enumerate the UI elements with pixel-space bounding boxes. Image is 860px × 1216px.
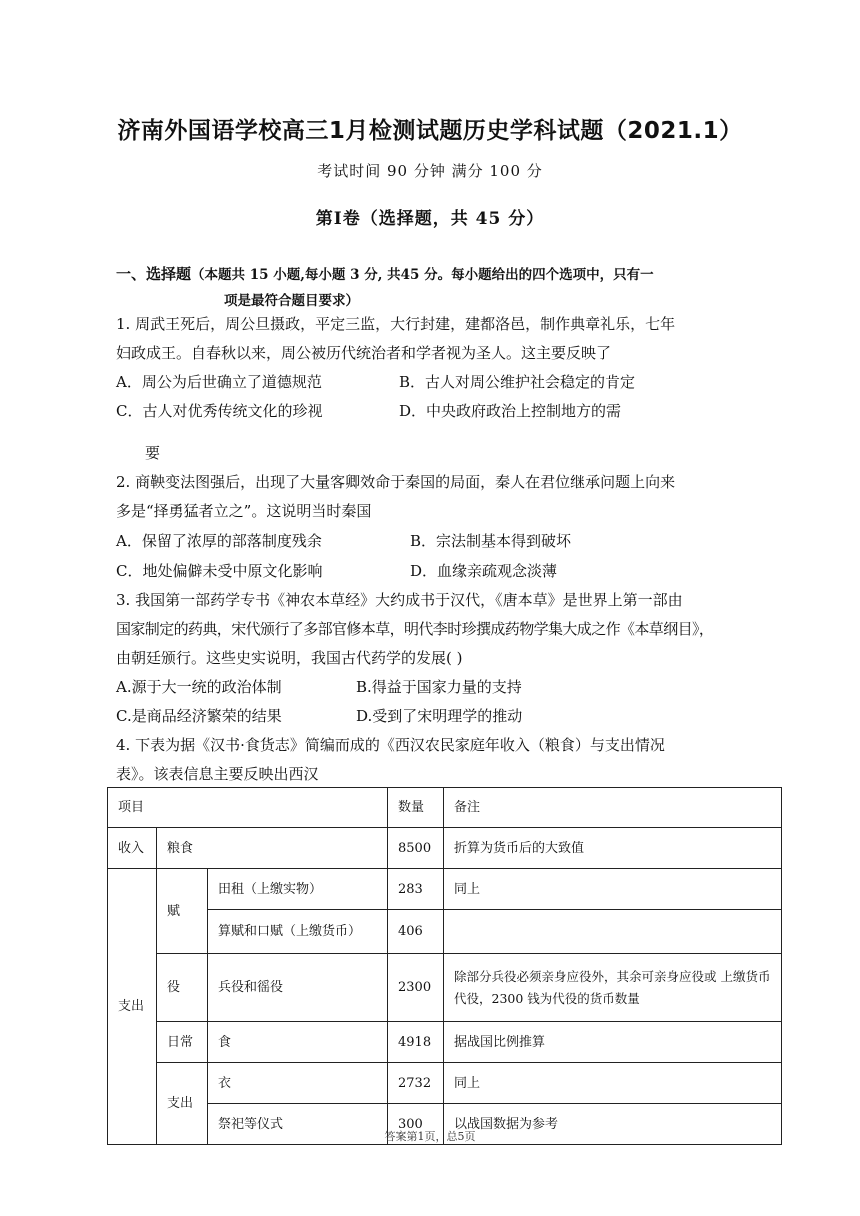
- section-title: 一、选择题: [116, 265, 192, 283]
- table-row: [108, 954, 782, 1022]
- cell-item: 算赋和口赋（上缴货币）: [208, 910, 388, 954]
- q3-stem-1: 3. 我国第一部药学专书《神农本草经》大约成书于汉代，《唐本草》是世界上第一部由: [116, 591, 683, 609]
- q1-option-a: A．周公为后世确立了道德规范: [116, 373, 322, 391]
- q4-stem-1: 4. 下表为据《汉书·食货志》简编而成的《西汉农民家庭年收入（粮食）与支出情况: [116, 736, 665, 754]
- expense-group-daily: 日常: [157, 1022, 208, 1063]
- cell-item: 食: [208, 1022, 388, 1063]
- income-item: 粮食: [157, 828, 388, 869]
- q3-stem-2: 国家制定的药典，宋代颁行了多部官修本草，明代李时珍撰成药物学集大成之作《本草纲目》，: [116, 620, 714, 638]
- q2-option-d: D．血缘亲疏观念淡薄: [410, 562, 558, 580]
- section-note-1: （本题共 15 小题,每小题 3 分, 共45 分。每小题给出的四个选项中，只有一: [191, 267, 654, 283]
- header-value: 数量: [388, 788, 444, 828]
- table-row: [108, 828, 782, 869]
- page-footer: 答案第1页，总5页: [384, 1130, 476, 1143]
- q4-stem-2: 表》。该表信息主要反映出西汉: [116, 765, 319, 783]
- q3-option-a: A.源于大一统的政治体制: [116, 678, 282, 696]
- cell-note: [444, 910, 782, 954]
- cell-item: 祭祀等仪式: [208, 1104, 388, 1145]
- cell-note: 以战国数据为参考: [444, 1104, 782, 1145]
- cell-value: 4918: [388, 1022, 444, 1063]
- cell-note: 据战国比例推算: [444, 1022, 782, 1063]
- expense-group-tax: 赋: [157, 869, 208, 954]
- table-row: [108, 1022, 782, 1063]
- q3-stem-3: 由朝廷颁行。这些史实说明，我国古代药学的发展( ): [116, 649, 463, 667]
- q2-option-b: B．宗法制基本得到破坏: [410, 532, 572, 550]
- expense-group-corvee: 役: [157, 954, 208, 1022]
- q3-option-b: B.得益于国家力量的支持: [356, 678, 522, 696]
- expense-label: 支出: [108, 869, 157, 1145]
- q3-option-c: C.是商品经济繁荣的结果: [116, 707, 282, 725]
- q1-stem-1: 1. 周武王死后，周公旦摄政，平定三监，大行封建，建都洛邑，制作典章礼乐，七年: [116, 315, 676, 333]
- cell-item: 衣: [208, 1063, 388, 1104]
- expense-group-spending: 支出: [157, 1063, 208, 1145]
- q1-option-b: B．古人对周公维护社会稳定的肯定: [399, 373, 636, 391]
- q3-option-d: D.受到了宋明理学的推动: [356, 707, 523, 725]
- cell-value: 406: [388, 910, 444, 954]
- q2-option-c: C．地处偏僻未受中原文化影响: [116, 562, 323, 580]
- table-row: [108, 910, 782, 954]
- header-note: 备注: [444, 788, 782, 828]
- header-item: 项目: [108, 788, 388, 828]
- part-heading: 第Ⅰ卷（选择题，共 45 分）: [315, 209, 545, 229]
- page-title: 济南外国语学校高三1月检测试题历史学科试题（2021.1）: [117, 118, 743, 144]
- q1-option-d-cont: 要: [145, 444, 161, 462]
- income-expense-table: [107, 787, 782, 1145]
- income-label: 收入: [108, 828, 157, 869]
- exam-info: 考试时间 90 分钟 满分 100 分: [317, 162, 543, 180]
- section-note-2: 项是最符合题目要求）: [224, 293, 359, 309]
- cell-note: 同上: [444, 869, 782, 910]
- table-row: [108, 869, 782, 910]
- section-heading: [116, 262, 654, 314]
- cell-value: 283: [388, 869, 444, 910]
- cell-note: 同上: [444, 1063, 782, 1104]
- cell-note: 除部分兵役必须亲身应役外，其余可亲身应役或 上缴货币代役，2300 钱为代役的货币数量: [444, 954, 782, 1022]
- table-header-row: [108, 788, 782, 828]
- q1-stem-2: 妇政成王。自春秋以来，周公被历代统治者和学者视为圣人。这主要反映了: [116, 344, 612, 362]
- q2-stem-2: 多是“择勇猛者立之”。这说明当时秦国: [116, 502, 372, 520]
- cell-value: 2732: [388, 1063, 444, 1104]
- q1-option-d: D．中央政府政治上控制地方的需: [399, 402, 622, 420]
- q2-stem-1: 2. 商鞅变法图强后，出现了大量客卿效命于秦国的局面，秦人在君位继承问题上向来: [116, 473, 676, 491]
- q2-option-a: A．保留了浓厚的部落制度残余: [116, 532, 322, 550]
- cell-item: 田租（上缴实物）: [208, 869, 388, 910]
- income-value: 8500: [388, 828, 444, 869]
- q1-option-c: C．古人对优秀传统文化的珍视: [116, 402, 323, 420]
- cell-value: 2300: [388, 954, 444, 1022]
- table-row: [108, 1063, 782, 1104]
- income-note: 折算为货币后的大致值: [444, 828, 782, 869]
- cell-value: 300: [388, 1104, 444, 1145]
- cell-item: 兵役和徭役: [208, 954, 388, 1022]
